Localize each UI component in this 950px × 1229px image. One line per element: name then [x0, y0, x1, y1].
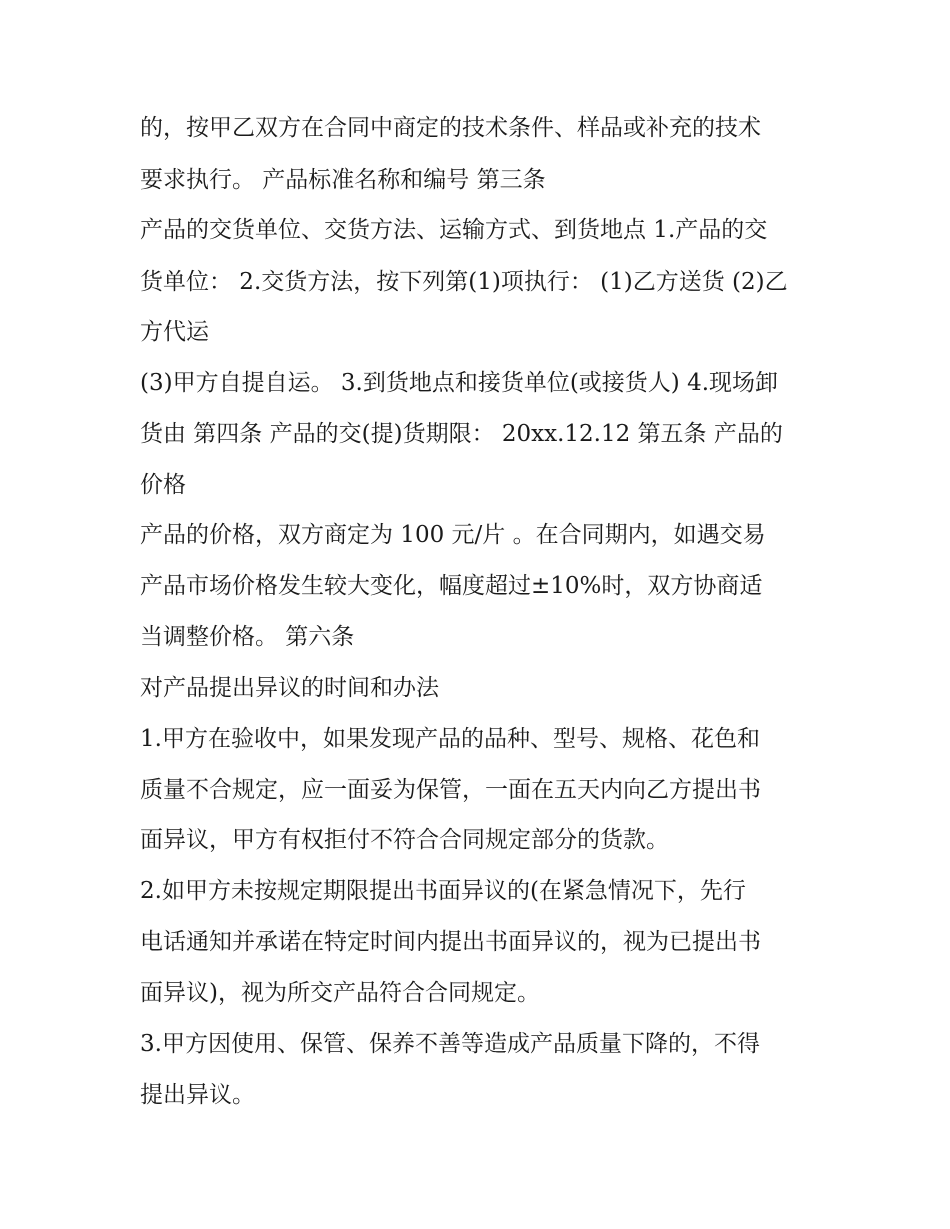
text-line: 对产品提出异议的时间和办法 [140, 675, 439, 701]
text-line: 产品市场价格发生较大变化，幅度超过±10%时，双方协商适 [140, 573, 763, 599]
text-line: 提出异议。 [140, 1082, 255, 1108]
text-line: 产品的交货单位、交货方法、运输方式、到货地点 1.产品的交 [140, 217, 768, 243]
text-line: 货单位： 2.交货方法，按下列第(1)项执行： (1)乙方送货 (2)乙 [140, 269, 788, 295]
text-line: 价格 [140, 472, 186, 498]
text-line: 货由 第四条 产品的交(提)货期限： 20xx.12.12 第五条 产品的 [140, 421, 783, 447]
text-line: 要求执行。 产品标准名称和编号 第三条 [140, 167, 546, 193]
text-line: 电话通知并承诺在特定时间内提出书面异议的，视为已提出书 [140, 929, 761, 955]
text-line: (3)甲方自提自运。 3.到货地点和接货单位(或接货人) 4.现场卸 [140, 370, 779, 396]
text-line: 面异议，甲方有权拒付不符合合同规定部分的货款。 [140, 827, 669, 853]
text-line: 质量不合规定，应一面妥为保管，一面在五天内向乙方提出书 [140, 777, 761, 803]
text-line: 1.甲方在验收中，如果发现产品的品种、型号、规格、花色和 [140, 726, 760, 752]
text-line: 的，按甲乙双方在合同中商定的技术条件、样品或补充的技术 [140, 115, 761, 141]
text-line: 方代运 [140, 319, 209, 345]
text-line: 2.如甲方未按规定期限提出书面异议的(在紧急情况下，先行 [140, 878, 746, 904]
text-line: 当调整价格。 第六条 [140, 624, 355, 650]
text-line: 面异议)，视为所交产品符合合同规定。 [140, 980, 540, 1006]
text-line: 产品的价格，双方商定为 100 元/片 。在合同期内，如遇交易 [140, 522, 766, 548]
text-line: 3.甲方因使用、保管、保养不善等造成产品质量下降的，不得 [140, 1031, 760, 1057]
